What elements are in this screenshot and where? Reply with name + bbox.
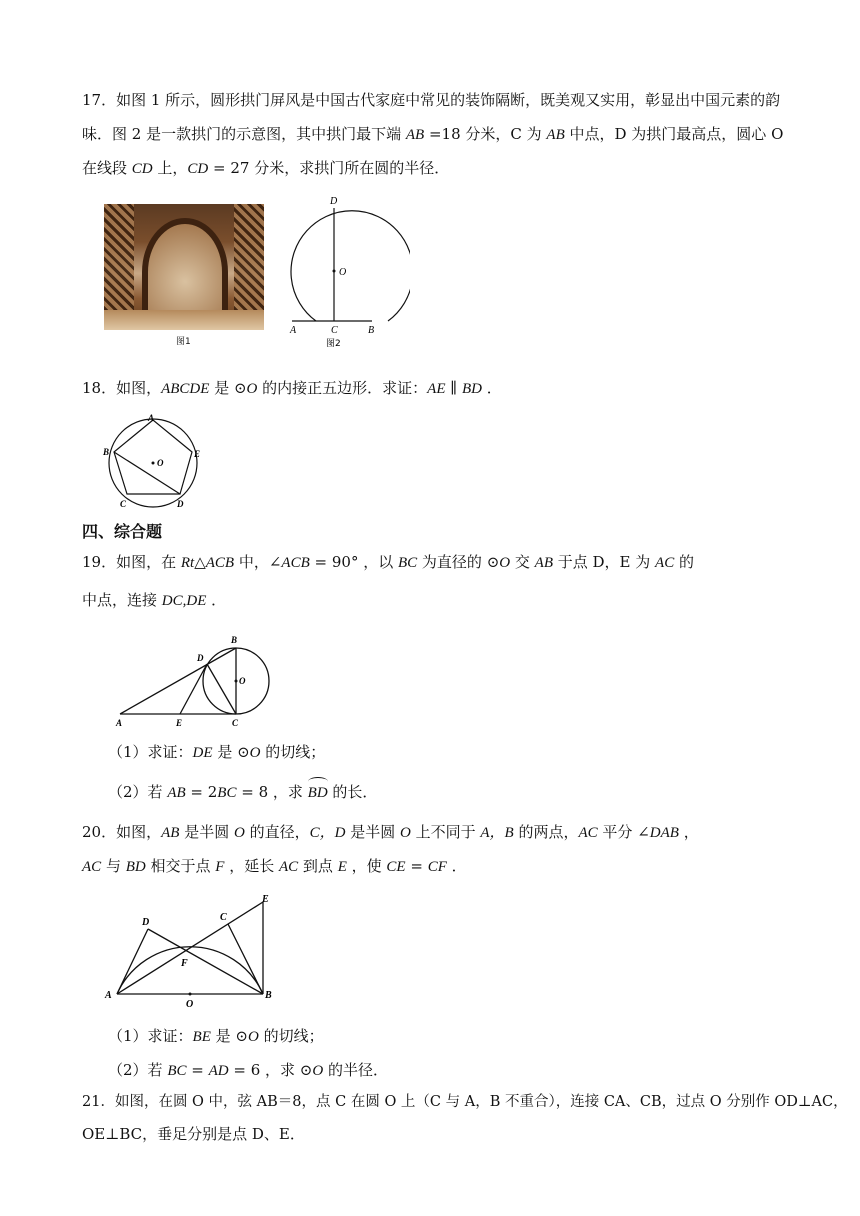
q20-sub-1: （1）求证：BE 是 ⊙O 的切线； [108,1027,324,1045]
label-A: A [148,413,155,423]
label-D: D [177,499,184,509]
label-C: C [220,912,227,923]
label-A: A [290,325,297,336]
label-B: B [368,325,375,336]
arc-bd: BD [308,785,328,801]
arch-door-photo [104,204,264,330]
q17-line-3: 在线段 CD 上，CD = 27 分米，求拱门所在圆的半径． [82,159,450,177]
q21-line-1: 21．如图，在圆 O 中，弦 AB＝8，点 C 在圆 O 上（C 与 A，B 不重合），连接 CA、CB，过点 O 分别作 OD⊥AC， [82,1094,848,1110]
q17-line-2: 味．图 2 是一款拱门的示意图，其中拱门最下端 AB =18 分米，C 为 AB 中点，D 为拱门最高点，圆心 O [82,125,784,143]
q19-diagram [110,628,290,728]
label-O: O [157,458,164,468]
label-E: E [262,894,269,905]
section-heading: 四、综合题 [82,522,163,541]
label-O: O [339,267,347,278]
q19-line-1: 19．如图，在 Rt△ACB 中，∠ACB = 90° ，以 BC 为直径的 ⊙O 交 AB 于点 D，E 为 AC 的 [82,553,694,571]
label-A: A [116,718,123,728]
q21-line-2: OE⊥BC，垂足分别是点 D、E． [82,1125,305,1143]
label-E: E [176,718,183,728]
label-F: F [181,958,188,969]
fig1-caption: 图1 [176,337,191,347]
label-B: B [265,990,272,1001]
label-D: D [142,917,150,928]
pentagon-diagram [100,410,210,510]
q20-diagram [100,892,290,1012]
q19-sub-1: （1）求证：DE 是 ⊙O 的切线； [108,743,326,761]
q20-line-1: 20．如图，AB 是半圆 O 的直径，C，D 是半圆 O 上不同于 A，B 的两点，AC 平分 ∠DAB ， [82,823,699,841]
label-C: C [232,718,239,728]
q19-line-2: 中点，连接 DC,DE ． [82,591,227,609]
label-D: D [330,196,338,207]
arch-diagram [270,190,410,350]
q17-line-1: 17．如图 1 所示，圆形拱门屏风是中国古代家庭中常见的装饰隔断，既美观又实用，彰显出中国元素的韵 [82,91,781,109]
label-O: O [186,999,194,1010]
label-D: D [197,653,204,663]
label-B: B [103,447,110,457]
q19-sub-2: （2）若 AB = 2BC = 8 ，求 BD 的长． [108,782,377,803]
label-B: B [231,635,238,645]
fig2-caption: 图2 [326,339,341,349]
label-A: A [105,990,112,1001]
q18-statement: 18．如图，ABCDE 是 ⊙O 的内接正五边形．求证：AE ∥ BD ． [82,379,502,397]
label-E: E [194,449,201,459]
label-C: C [120,499,127,509]
label-C: C [331,325,338,336]
label-O: O [239,676,246,686]
q20-line-2: AC 与 BD 相交于点 F ，延长 AC 到点 E ，使 CE = CF ． [82,857,467,875]
q20-sub-2: （2）若 BC = AD = 6 ，求 ⊙O 的半径． [108,1061,388,1079]
